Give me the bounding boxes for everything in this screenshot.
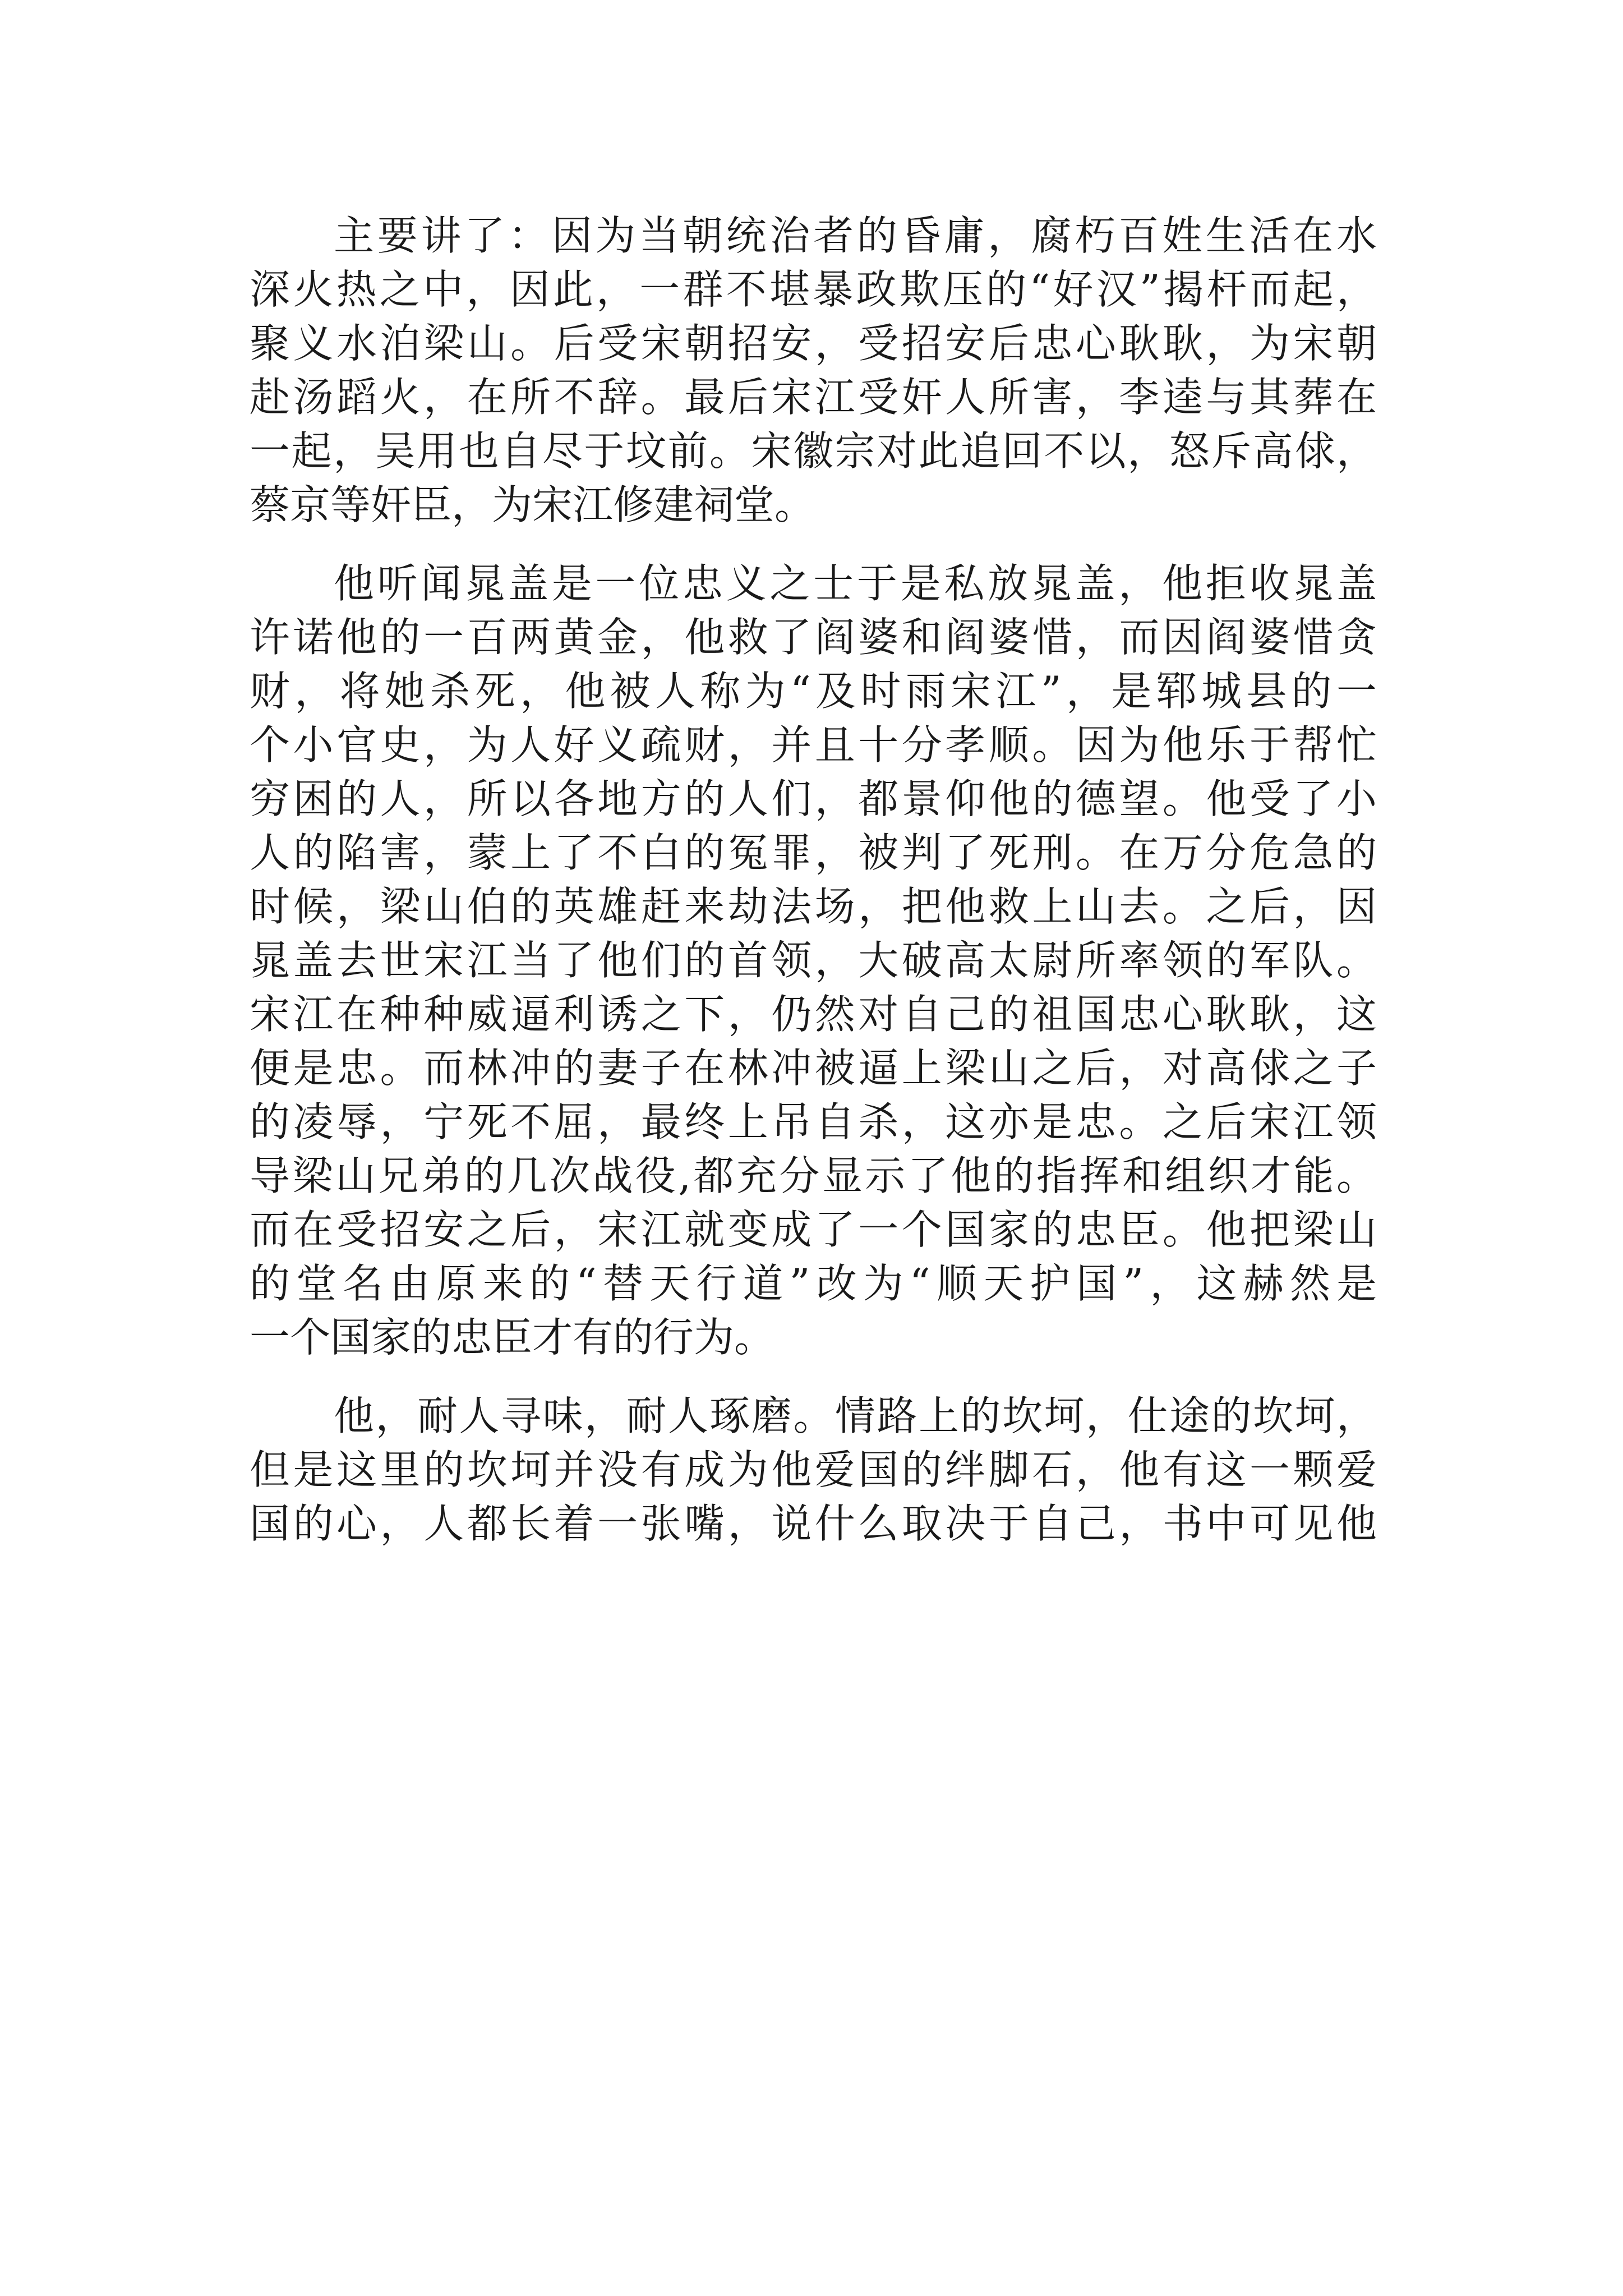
text-line: 聚义水泊梁山。后受宋朝招安，受招安后忠心耿耿，为宋朝 bbox=[250, 320, 1377, 367]
text-line: 他，耐人寻味，耐人琢磨。情路上的坎坷，仕途的坎坷， bbox=[334, 1392, 1377, 1439]
paragraph-1 bbox=[250, 209, 1377, 532]
text-line: 晁盖去世宋江当了他们的首领，大破高太尉所率领的军队。 bbox=[250, 937, 1377, 984]
text-line: 国的心，人都长着一张嘴，说什么取决于自己，书中可见他 bbox=[250, 1500, 1377, 1547]
text-line: 他听闻晁盖是一位忠义之士于是私放晁盖，他拒收晁盖 bbox=[334, 560, 1377, 607]
text-line: 而在受招安之后，宋江就变成了一个国家的忠臣。他把梁山 bbox=[250, 1206, 1377, 1253]
text-line: 一起，吴用也自尽于坟前。宋徽宗对此追回不以，怒斥高俅， bbox=[250, 427, 1377, 475]
paragraph-2 bbox=[250, 556, 1377, 1364]
text-line: 蔡京等奸臣，为宋江修建祠堂。 bbox=[250, 481, 815, 528]
text-line: 个小官史，为人好义疏财，并且十分孝顺。因为他乐于帮忙 bbox=[250, 721, 1377, 769]
text-line: 但是这里的坎坷并没有成为他爱国的绊脚石，他有这一颗爱 bbox=[250, 1446, 1377, 1493]
body-text bbox=[250, 209, 1377, 1550]
text-line: 人的陷害，蒙上了不白的冤罪，被判了死刑。在万分危急的 bbox=[250, 829, 1377, 876]
paragraph-3 bbox=[250, 1389, 1377, 1550]
text-line: 财，将她杀死，他被人称为“及时雨宋江”，是郓城县的一 bbox=[250, 668, 1377, 715]
text-line: 赴汤蹈火，在所不辞。最后宋江受奸人所害，李逵与其葬在 bbox=[250, 374, 1377, 421]
text-line: 导梁山兄弟的几次战役,都充分显示了他的指挥和组织才能。 bbox=[250, 1152, 1377, 1199]
text-line: 一个国家的忠臣才有的行为。 bbox=[250, 1314, 775, 1361]
text-line: 穷困的人，所以各地方的人们，都景仰他的德望。他受了小 bbox=[250, 775, 1377, 822]
text-line: 主要讲了：因为当朝统治者的昏庸，腐朽百姓生活在水 bbox=[334, 212, 1377, 259]
text-line: 便是忠。而林冲的妻子在林冲被逼上梁山之后，对高俅之子 bbox=[250, 1045, 1377, 1092]
text-line: 的凌辱，宁死不屈，最终上吊自杀，这亦是忠。之后宋江领 bbox=[250, 1098, 1377, 1145]
text-line: 宋江在种种威逼利诱之下，仍然对自己的祖国忠心耿耿，这 bbox=[250, 991, 1377, 1038]
text-line: 时候，梁山伯的英雄赶来劫法场，把他救上山去。之后，因 bbox=[250, 883, 1377, 930]
text-line: 的堂名由原来的“替天行道”改为“顺天护国”，这赫然是 bbox=[250, 1260, 1377, 1307]
text-line: 许诺他的一百两黄金，他救了阎婆和阎婆惜，而因阎婆惜贪 bbox=[250, 614, 1377, 661]
text-line: 深火热之中，因此，一群不堪暴政欺压的“好汉”揭杆而起， bbox=[250, 266, 1377, 313]
